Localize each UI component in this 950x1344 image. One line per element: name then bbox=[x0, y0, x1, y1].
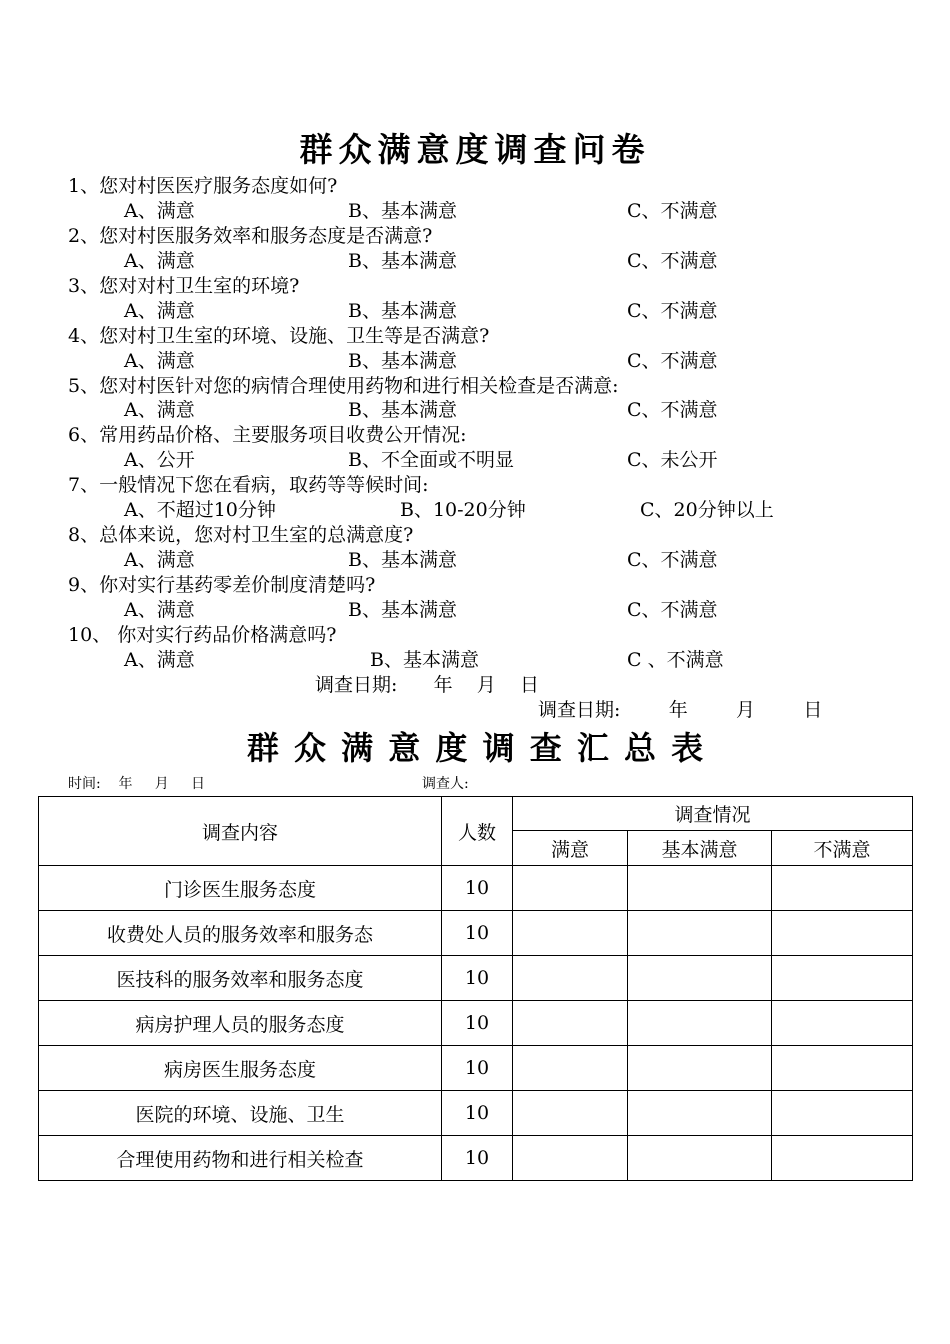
question-5: 5、您对村医针对您的病情合理使用药物和进行相关检查是否满意: bbox=[68, 375, 619, 397]
table-row bbox=[39, 1136, 913, 1181]
survey-date-line: 调查日期: 年 月 日 bbox=[538, 699, 823, 721]
question-10: 10、 你对实行药品价格满意吗? bbox=[68, 624, 337, 646]
option-c: C 、不满意 bbox=[627, 649, 724, 671]
question-1: 1、您对村医医疗服务态度如何? bbox=[68, 175, 338, 197]
row-count: 10 bbox=[442, 956, 513, 1001]
option-b: B、10-20分钟 bbox=[400, 499, 526, 521]
row-content: 病房护理人员的服务态度 bbox=[39, 1001, 442, 1046]
option-a: A、不超过10分钟 bbox=[124, 499, 276, 521]
question-8: 8、总体来说，您对村卫生室的总满意度? bbox=[68, 524, 414, 546]
option-a: A、满意 bbox=[124, 250, 195, 272]
cell-basic-satisfied bbox=[628, 956, 772, 1001]
row-count: 10 bbox=[442, 866, 513, 911]
option-b: B、基本满意 bbox=[348, 549, 457, 571]
option-b: B、基本满意 bbox=[348, 250, 457, 272]
option-b: B、不全面或不明显 bbox=[348, 449, 514, 471]
option-c: C、不满意 bbox=[627, 250, 718, 272]
summary-title: 群 众 满 意 度 调 查 汇 总 表 bbox=[246, 729, 704, 767]
cell-basic-satisfied bbox=[628, 866, 772, 911]
row-content: 医院的环境、设施、卫生 bbox=[39, 1091, 442, 1136]
option-c: C、20分钟以上 bbox=[640, 499, 774, 521]
header-basic-satisfied: 基本满意 bbox=[628, 831, 772, 866]
header-count: 人数 bbox=[442, 797, 513, 866]
question-3: 3、您对对村卫生室的环境? bbox=[68, 275, 300, 297]
row-count: 10 bbox=[442, 1091, 513, 1136]
cell-basic-satisfied bbox=[628, 1091, 772, 1136]
header-satisfied: 满意 bbox=[513, 831, 628, 866]
questionnaire-title: 群众满意度调查问卷 bbox=[299, 130, 651, 169]
cell-unsatisfied bbox=[772, 911, 913, 956]
option-a: A、满意 bbox=[124, 549, 195, 571]
question-4: 4、您对村卫生室的环境、设施、卫生等是否满意? bbox=[68, 325, 490, 347]
row-content: 病房医生服务态度 bbox=[39, 1046, 442, 1091]
option-c: C、不满意 bbox=[627, 300, 718, 322]
cell-unsatisfied bbox=[772, 1001, 913, 1046]
table-row bbox=[39, 911, 913, 956]
cell-basic-satisfied bbox=[628, 1046, 772, 1091]
row-count: 10 bbox=[442, 911, 513, 956]
option-c: C、不满意 bbox=[627, 549, 718, 571]
option-a: A、公开 bbox=[124, 449, 195, 471]
table-row bbox=[39, 1091, 913, 1136]
header-content: 调查内容 bbox=[39, 797, 442, 866]
option-b: B、基本满意 bbox=[370, 649, 479, 671]
cell-satisfied bbox=[513, 956, 628, 1001]
cell-satisfied bbox=[513, 1091, 628, 1136]
option-a: A、满意 bbox=[124, 300, 195, 322]
cell-unsatisfied bbox=[772, 1136, 913, 1181]
option-a: A、满意 bbox=[124, 399, 195, 421]
row-content: 合理使用药物和进行相关检查 bbox=[39, 1136, 442, 1181]
option-b: B、基本满意 bbox=[348, 300, 457, 322]
question-9: 9、你对实行基药零差价制度清楚吗? bbox=[68, 574, 376, 596]
option-c: C、不满意 bbox=[627, 599, 718, 621]
question-6: 6、常用药品价格、主要服务项目收费公开情况: bbox=[68, 424, 467, 446]
row-content: 门诊医生服务态度 bbox=[39, 866, 442, 911]
table-row bbox=[39, 956, 913, 1001]
option-c: C、未公开 bbox=[627, 449, 718, 471]
row-content: 收费处人员的服务效率和服务态 bbox=[39, 911, 442, 956]
cell-basic-satisfied bbox=[628, 1136, 772, 1181]
cell-unsatisfied bbox=[772, 1091, 913, 1136]
cell-basic-satisfied bbox=[628, 911, 772, 956]
cell-satisfied bbox=[513, 1001, 628, 1046]
cell-satisfied bbox=[513, 911, 628, 956]
cell-satisfied bbox=[513, 866, 628, 911]
cell-unsatisfied bbox=[772, 956, 913, 1001]
row-count: 10 bbox=[442, 1136, 513, 1181]
option-c: C、不满意 bbox=[627, 200, 718, 222]
question-2: 2、您对村医服务效率和服务态度是否满意? bbox=[68, 225, 433, 247]
header-situation: 调查情况 bbox=[513, 797, 913, 831]
cell-unsatisfied bbox=[772, 1046, 913, 1091]
table-row bbox=[39, 1001, 913, 1046]
cell-satisfied bbox=[513, 1136, 628, 1181]
cell-basic-satisfied bbox=[628, 1001, 772, 1046]
option-a: A、满意 bbox=[124, 200, 195, 222]
header-unsatisfied: 不满意 bbox=[772, 831, 913, 866]
time-label: 时间: 年 月 日 bbox=[68, 776, 206, 792]
question-7: 7、一般情况下您在看病，取药等等候时间: bbox=[68, 474, 429, 496]
option-a: A、满意 bbox=[124, 649, 195, 671]
table-row bbox=[39, 866, 913, 911]
summary-table bbox=[38, 796, 913, 1181]
option-c: C、不满意 bbox=[627, 399, 718, 421]
table-header-row bbox=[39, 797, 913, 831]
table-row bbox=[39, 1046, 913, 1091]
cell-unsatisfied bbox=[772, 866, 913, 911]
option-b: B、基本满意 bbox=[348, 350, 457, 372]
survey-date-line: 调查日期: 年 月 日 bbox=[315, 674, 539, 696]
row-content: 医技科的服务效率和服务态度 bbox=[39, 956, 442, 1001]
option-b: B、基本满意 bbox=[348, 399, 457, 421]
option-c: C、不满意 bbox=[627, 350, 718, 372]
investigator-label: 调查人: bbox=[422, 776, 469, 792]
row-count: 10 bbox=[442, 1046, 513, 1091]
option-b: B、基本满意 bbox=[348, 200, 457, 222]
option-a: A、满意 bbox=[124, 599, 195, 621]
row-count: 10 bbox=[442, 1001, 513, 1046]
cell-satisfied bbox=[513, 1046, 628, 1091]
option-a: A、满意 bbox=[124, 350, 195, 372]
option-b: B、基本满意 bbox=[348, 599, 457, 621]
